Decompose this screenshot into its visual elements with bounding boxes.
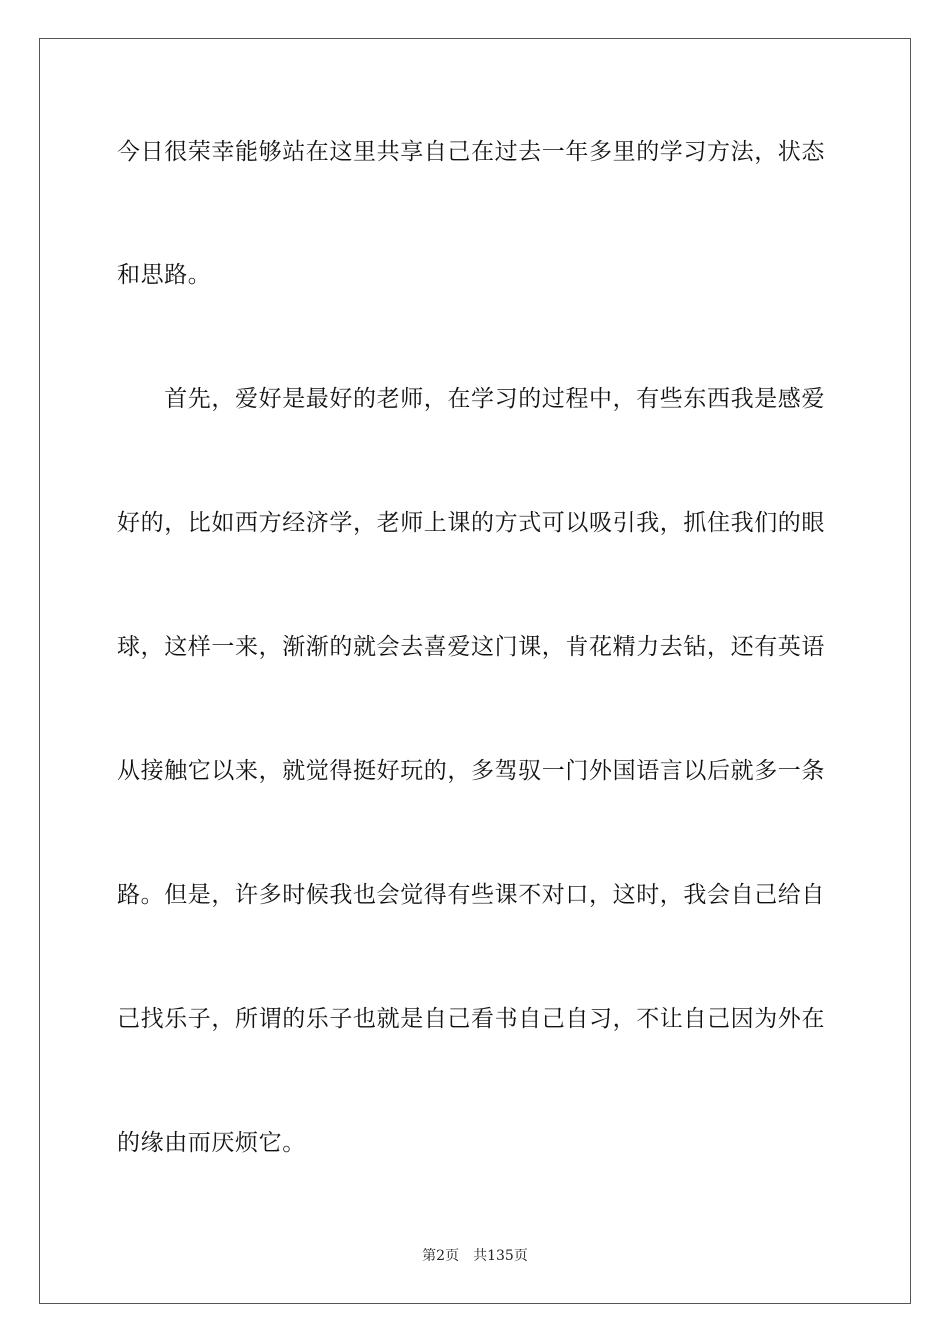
text-line-3: 首先，爱好是最好的老师，在学习的过程中，有些东西我是感爱 (117, 386, 825, 412)
text-line-7: 路。但是，许多时候我也会觉得有些课不对口，这时，我会自己给自 (117, 882, 825, 908)
page-footer (0, 1246, 950, 1266)
text-line-5: 球，这样一来，渐渐的就会去喜爱这门课，肯花精力去钻，还有英语 (117, 634, 825, 660)
text-line-4: 好的，比如西方经济学，老师上课的方式可以吸引我，抓住我们的眼 (117, 510, 825, 536)
text-line-9: 的缘由而厌烦它。 (117, 1130, 306, 1156)
page-frame (39, 38, 911, 1304)
total-pages: 共135页 (473, 1248, 528, 1264)
text-line-6: 从接触它以来，就觉得挺好玩的，多驾驭一门外国语言以后就多一条 (117, 758, 825, 784)
text-line-1: 今日很荣幸能够站在这里共享自己在过去一年多里的学习方法，状态 (117, 139, 825, 165)
text-line-2: 和思路。 (117, 262, 212, 288)
page-number: 第2页 (422, 1248, 460, 1264)
text-line-8: 己找乐子，所谓的乐子也就是自己看书自己自习，不让自己因为外在 (117, 1006, 825, 1032)
